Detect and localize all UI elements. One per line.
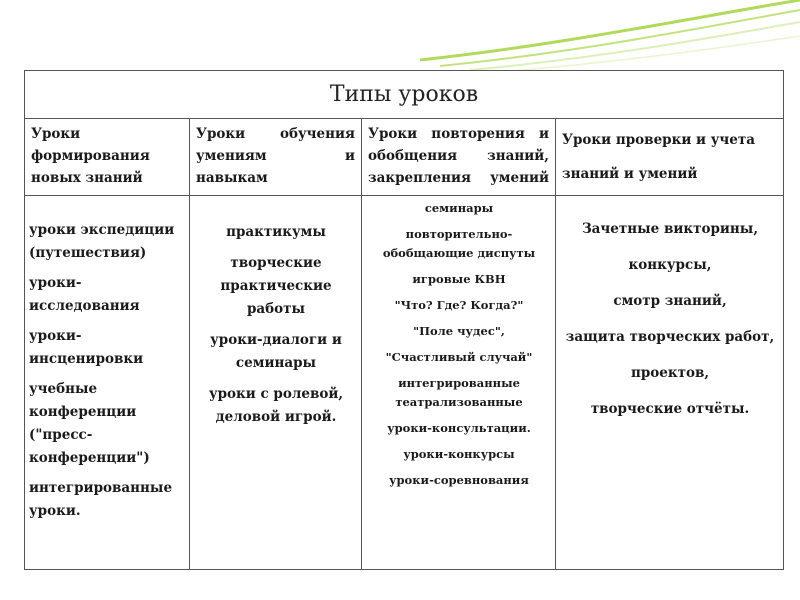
list-item: интегрированные уроки. — [29, 480, 173, 519]
header-cell-repetition: Уроки повторения и обобщения знаний, закрепления умений — [368, 126, 549, 186]
list-item: игровые КВН — [412, 272, 506, 286]
column-skills — [191, 199, 361, 569]
list-item: смотр знаний, — [613, 293, 727, 309]
list-item: семинары — [424, 201, 494, 215]
list-item: практикумы — [226, 224, 326, 240]
list-item: проектов, — [630, 365, 710, 381]
header-cell-control: Уроки проверки и учета знаний и умений — [562, 132, 755, 182]
list-item: творческие отчёты. — [590, 401, 750, 417]
list-item: конкурсы, — [628, 257, 712, 273]
column-repetition — [363, 199, 555, 569]
header-cell-new-knowledge: Уроки формирования новых знаний — [31, 126, 150, 186]
list-item: творческие практические работы — [220, 255, 332, 317]
list-item: уроки-инсценировки — [29, 328, 144, 367]
list-item: уроки с ролевой, деловой игрой. — [208, 386, 344, 425]
column-control — [557, 199, 783, 569]
list-item: уроки-исследования — [29, 275, 140, 314]
list-item: уроки-консультации. — [387, 421, 531, 435]
list-item: повторительно-обобщающие диспуты — [382, 227, 536, 260]
table-title: Типы уроков — [25, 71, 783, 119]
header-divider — [25, 195, 783, 196]
lesson-types-table — [24, 70, 784, 570]
list-item: уроки-конкурсы — [403, 447, 515, 461]
list-item: интегрированные театрализованные — [395, 376, 523, 409]
list-item: уроки-диалоги и семинары — [210, 332, 342, 371]
column-new-knowledge — [29, 199, 187, 569]
header-cell-skills: Уроки обучения умениям и навыкам — [196, 126, 355, 186]
list-item: уроки-соревнования — [389, 473, 529, 487]
list-item: учебные конференции ("пресс-конференции") — [29, 381, 150, 466]
list-item: "Что? Где? Когда?" — [394, 298, 524, 312]
list-item: "Счастливый случай" — [385, 350, 533, 364]
list-item: защита творческих работ, — [565, 329, 775, 345]
list-item: уроки экспедиции (путешествия) — [29, 222, 175, 261]
list-item: "Поле чудес", — [413, 324, 505, 338]
list-item: Зачетные викторины, — [581, 221, 759, 237]
